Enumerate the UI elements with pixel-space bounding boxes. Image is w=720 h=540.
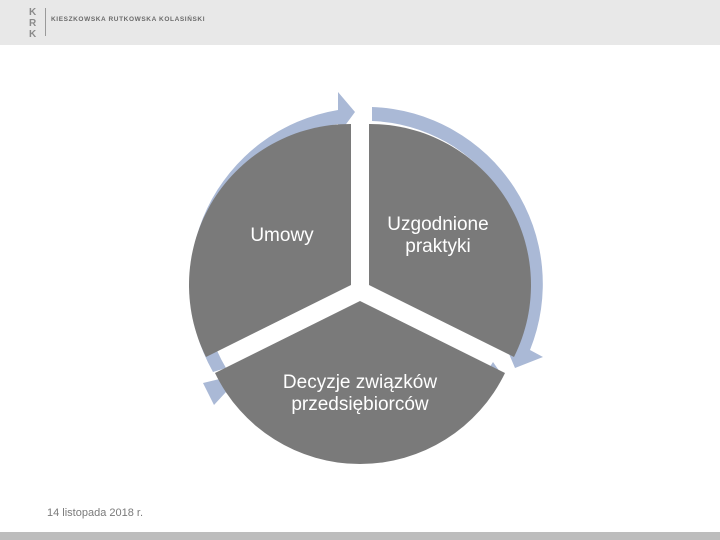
segment-label-uzgodnione: Uzgodnione praktyki bbox=[387, 214, 489, 257]
footer-date: 14 listopada 2018 r. bbox=[47, 507, 144, 519]
firm-name: KIESZKOWSKA RUTKOWSKA KOLASIŃSKI bbox=[51, 16, 206, 23]
svg-text:K: K bbox=[29, 7, 37, 18]
segment-label-umowy: Umowy bbox=[250, 225, 314, 246]
bottom-bar bbox=[0, 532, 720, 540]
segment-label-decyzje: Decyzje związków przedsiębiorców bbox=[282, 372, 438, 415]
svg-text:K: K bbox=[29, 29, 37, 39]
svg-text:R: R bbox=[29, 18, 37, 29]
